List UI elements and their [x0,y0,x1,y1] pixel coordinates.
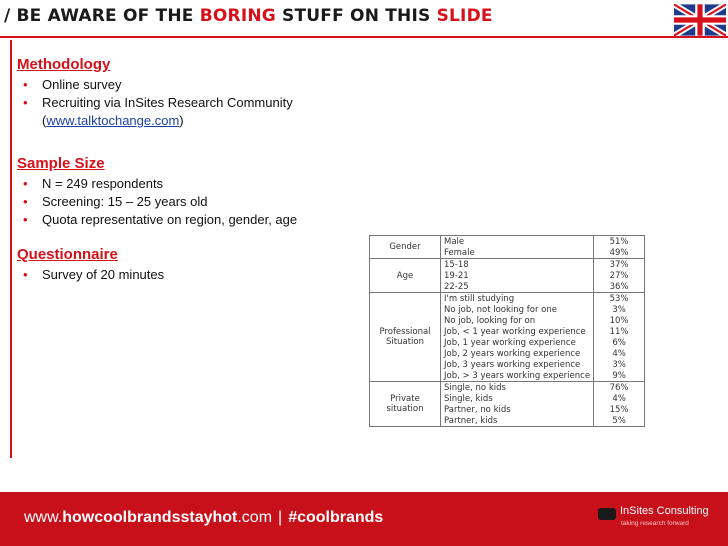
table-cell-value: 3% [594,359,645,370]
table-cell-value: 4% [594,393,645,404]
table-row [370,236,645,248]
table-cell-label: No job, not looking for one [441,304,594,315]
table-cell-label: 19-21 [441,270,594,281]
table-cell-label: No job, looking for on [441,315,594,326]
questionnaire-section [17,246,164,284]
table-cell-value: 15% [594,404,645,415]
table-cell-value: 11% [594,326,645,337]
left-accent-rule [10,40,12,458]
table-cell-label: I'm still studying [441,293,594,305]
sample-size-heading: Sample Size [17,155,105,172]
sample-breakdown-table [369,235,645,427]
methodology-heading: Methodology [17,56,111,73]
table-cell-label: Job, 1 year working experience [441,337,594,348]
list-item: • Screening: 15 – 25 years old [23,194,208,209]
title-bar [0,0,728,34]
table-cell-label: Single, kids [441,393,594,404]
table-cell-label: Partner, no kids [441,404,594,415]
table-category: Professional Situation [370,293,441,382]
bullet-icon: • [23,212,28,227]
table-cell-label: 22-25 [441,281,594,293]
list-item: • Survey of 20 minutes [23,267,165,282]
table-cell-label: 15-18 [441,259,594,271]
table-cell-value: 4% [594,348,645,359]
table-cell-label: Job, > 3 years working experience [441,370,594,382]
insites-logo-icon [598,508,616,520]
table-cell-label: Job, 2 years working experience [441,348,594,359]
bullet-icon: • [23,95,28,110]
table-cell-value: 76% [594,382,645,394]
table-cell-label: Job, < 1 year working experience [441,326,594,337]
footer-hashtag: #coolbrands [288,509,384,526]
table-cell-label: Male [441,236,594,248]
table-cell-label: Partner, kids [441,415,594,427]
list-item: • Quota representative on region, gender, age [23,212,298,227]
logo-name: InSites Consulting [620,505,709,517]
table-cell-value: 51% [594,236,645,248]
footer-bar [0,492,728,546]
table-category: Private situation [370,382,441,427]
title-divider [0,36,728,38]
table-cell-value: 36% [594,281,645,293]
list-item: • Recruiting via InSites Research Community [23,95,293,110]
logo-tagline: taking research forward [621,520,689,527]
table-cell-value: 27% [594,270,645,281]
table-cell-label: Job, 3 years working experience [441,359,594,370]
list-item: • N = 249 respondents [23,176,164,191]
methodology-section [17,56,293,130]
table-row [370,259,645,271]
list-item: • Online survey [23,77,122,92]
table-cell-value: 3% [594,304,645,315]
table-row [370,293,645,305]
table-category: Gender [370,236,441,259]
footer-url-text: www.howcoolbrandsstayhot.com | #coolbrands [24,509,384,526]
bullet-icon: • [23,194,28,209]
list-item-link: (www.talktochange.com) [42,113,184,128]
table-cell-value: 37% [594,259,645,271]
table-cell-value: 10% [594,315,645,326]
table-category: Age [370,259,441,293]
table-cell-value: 53% [594,293,645,305]
table-cell-label: Female [441,247,594,259]
bullet-icon: • [23,267,28,282]
table-row [370,382,645,394]
bullet-icon: • [23,176,28,191]
uk-flag-icon [674,4,726,36]
talktochange-link[interactable]: www.talktochange.com [46,113,180,128]
table-cell-value: 49% [594,247,645,259]
table-cell-label: Single, no kids [441,382,594,394]
questionnaire-heading: Questionnaire [17,246,118,263]
table-cell-value: 6% [594,337,645,348]
bullet-icon: • [23,77,28,92]
table-cell-value: 5% [594,415,645,427]
sample-size-section [17,155,297,229]
insites-logo [598,505,718,535]
table-cell-value: 9% [594,370,645,382]
slide-title: / BE AWARE OF THE BORING STUFF ON THIS SLIDE [4,6,493,26]
